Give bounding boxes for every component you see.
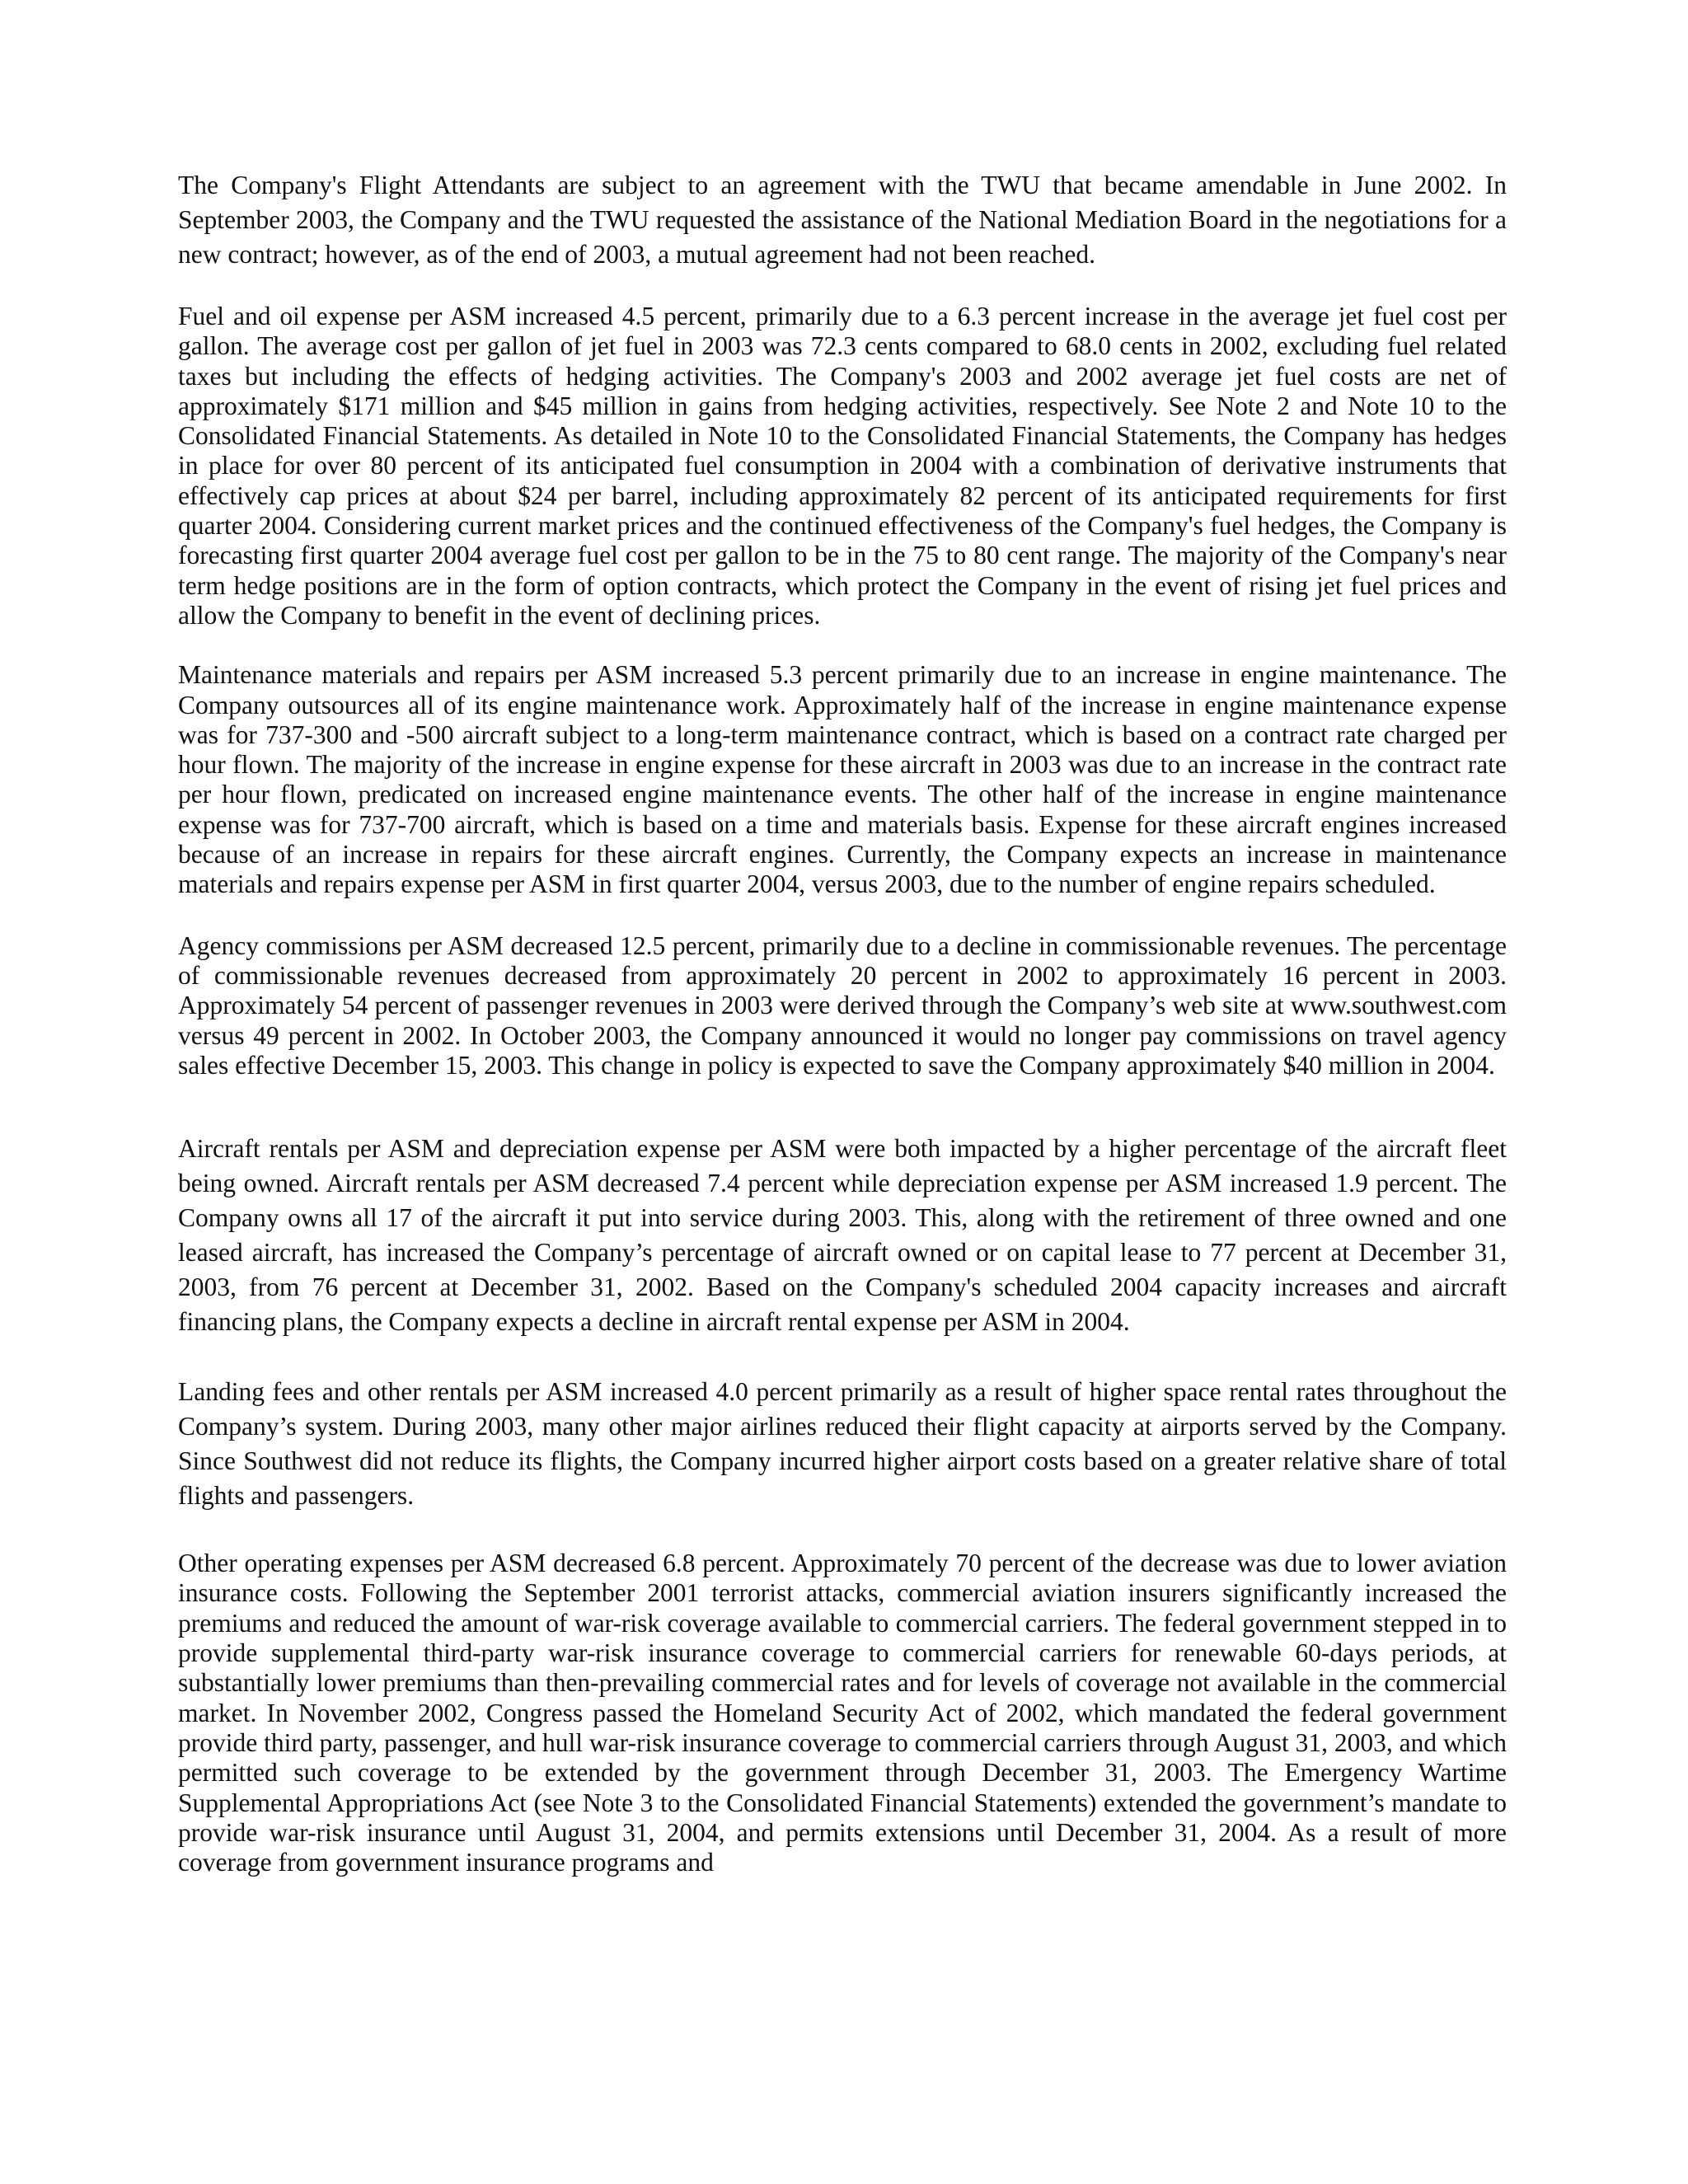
- paragraph-landing-fees: Landing fees and other rentals per ASM increased 4.0 percent primarily as a result of higher space rental rates throughout the Company’s system. During 2003, many other major airlines reduced their flight capacity at airports served by the Company. Since Southwest did not reduce its flights, the Company incurred higher airport costs based on a greater relative share of total flights and passengers.: [178, 1377, 1507, 1511]
- paragraph-maintenance: Maintenance materials and repairs per ASM increased 5.3 percent primarily due to an increase in engine maintenance. The Company outsources all of its engine maintenance work. Approximately half of the increase in engine maintenance expense was for 737-300 and -500 aircraft subject to a long-term maintenance contract, which is based on a contract rate charged per hour flown. The majority of the increase in engine expense for these aircraft in 2003 was due to an increase in the contract rate per hour flown, predicated on increased engine maintenance events. The other half of the increase in engine maintenance expense was for 737-700 aircraft, which is based on a time and materials basis. Expense for these aircraft engines increased because of an increase in repairs for these aircraft engines. Currently, the Company expects an increase in maintenance materials and repairs expense per ASM in first quarter 2004, versus 2003, due to the number of engine repairs scheduled.: [178, 660, 1507, 899]
- paragraph-other-operating: Other operating expenses per ASM decreased 6.8 percent. Approximately 70 percent of the decrease was due to lower aviation insurance costs. Following the September 2001 terrorist attacks, commercial aviation insurers significantly increased the premiums and reduced the amount of war-risk coverage available to commercial carriers. The federal government stepped in to provide supplemental third-party war-risk insurance coverage to commercial carriers for renewable 60-days periods, at substantially lower premiums than then-prevailing commercial rates and for levels of coverage not available in the commercial market. In November 2002, Congress passed the Homeland Security Act of 2002, which mandated the federal government provide third party, passenger, and hull war-risk insurance coverage to commercial carriers through August 31, 2003, and which permitted such coverage to be extended by the government through December 31, 2003. The Emergency Wartime Supplemental Appropriations Act (see Note 3 to the Consolidated Financial Statements) extended the government’s mandate to provide war-risk insurance until August 31, 2004, and permits extensions until December 31, 2004. As a result of more coverage from government insurance programs and: [178, 1549, 1507, 1877]
- paragraph-agency-commissions: Agency commissions per ASM decreased 12.5 percent, primarily due to a decline in commissionable revenues. The percentage of commissionable revenues decreased from approximately 20 percent in 2002 to approximately 16 percent in 2003. Approximately 54 percent of passenger revenues in 2003 were derived through the Company’s web site at www.southwest.com versus 49 percent in 2002. In October 2003, the Company announced it would no longer pay commissions on travel agency sales effective December 15, 2003. This change in policy is expected to save the Company approximately $40 million in 2004.: [178, 930, 1507, 1080]
- paragraph-flight-attendants: The Company's Flight Attendants are subject to an agreement with the TWU that became amendable in June 2002. In September 2003, the Company and the TWU requested the assistance of the National Mediation Board in the negotiations for a new contract; however, as of the end of 2003, a mutual agreement had not been reached.: [178, 171, 1507, 269]
- paragraph-aircraft-rentals: Aircraft rentals per ASM and depreciation expense per ASM were both impacted by a higher percentage of the aircraft fleet being owned. Aircraft rentals per ASM decreased 7.4 percent while depreciation expense per ASM increased 1.9 percent. The Company owns all 17 of the aircraft it put into service during 2003. This, along with the retirement of three owned and one leased aircraft, has increased the Company’s percentage of aircraft owned or on capital lease to 77 percent at December 31, 2003, from 76 percent at December 31, 2002. Based on the Company's scheduled 2004 capacity increases and aircraft financing plans, the Company expects a decline in aircraft rental expense per ASM in 2004.: [178, 1134, 1507, 1337]
- document-body: [178, 168, 1507, 1877]
- paragraph-fuel-and-oil: Fuel and oil expense per ASM increased 4.5 percent, primarily due to a 6.3 percent increase in the average jet fuel cost per gallon. The average cost per gallon of jet fuel in 2003 was 72.3 cents compared to 68.0 cents in 2002, excluding fuel related taxes but including the effects of hedging activities. The Company's 2003 and 2002 average jet fuel costs are net of approximately $171 million and $45 million in gains from hedging activities, respectively. See Note 2 and Note 10 to the Consolidated Financial Statements. As detailed in Note 10 to the Consolidated Financial Statements, the Company has hedges in place for over 80 percent of its anticipated fuel consumption in 2004 with a combination of derivative instruments that effectively cap prices at about $24 per barrel, including approximately 82 percent of its anticipated requirements for first quarter 2004. Considering current market prices and the continued effectiveness of the Company's fuel hedges, the Company is forecasting first quarter 2004 average fuel cost per gallon to be in the 75 to 80 cent range. The majority of the Company's near term hedge positions are in the form of option contracts, which protect the Company in the event of rising jet fuel prices and allow the Company to benefit in the event of declining prices.: [178, 302, 1507, 630]
